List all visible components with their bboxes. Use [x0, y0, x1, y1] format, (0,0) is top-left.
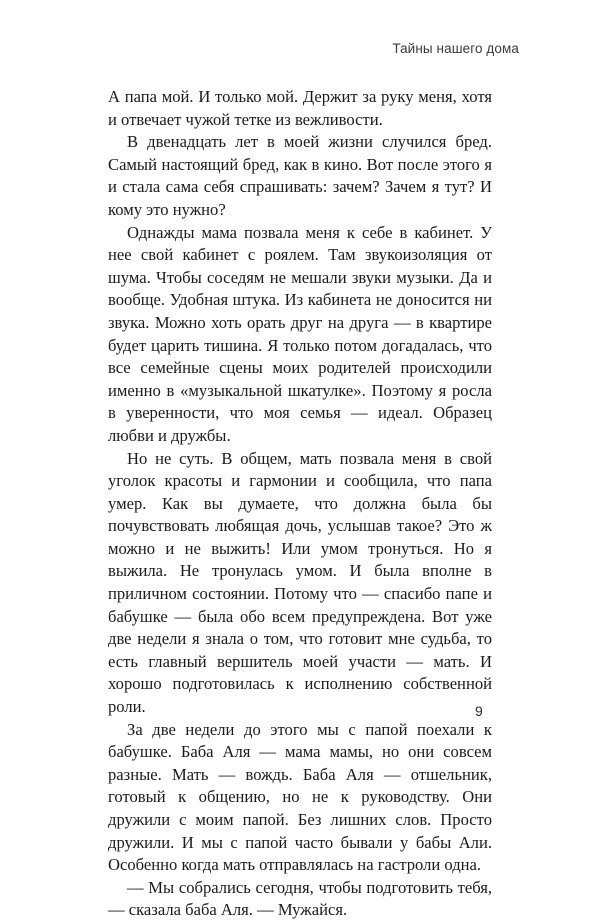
- paragraph-6: — Мы собрались сегодня, чтобы подготовить тебя, — сказала баба Аля. — Мужайся.: [108, 877, 492, 920]
- paragraph-5: За две недели до этого мы с папой поехали к бабушке. Баба Аля — мама мамы, но они совсем разные. Мать — вождь. Баба Аля — отшельник, готовый к общению, но не к руководству. Они дружили с моим папой. Без лишних слов. Просто дружили. И мы с папой часто бывали у бабы Али. Особенно когда мать отправлялась на гастроли одна.: [108, 719, 492, 875]
- paragraph-1: А папа мой. И только мой. Держит за руку меня, хотя и отвечает чужой тетке из вежливости.: [108, 87, 492, 129]
- running-header-title: Тайны нашего дома: [392, 41, 519, 56]
- page-number: 9: [475, 703, 483, 719]
- body-text: [108, 86, 492, 922]
- paragraph-3: Однажды мама позвала меня к себе в кабинет. У нее свой кабинет с роялем. Там звукоизоляция от шума. Чтобы соседям не мешали звуки музыки. Да и вообще. Удобная штука. Из кабинета не доносится ни звука. Можно хоть орать друг на друга — в квартире будет царить тишина. Я только потом догадалась, что все семейные сцены моих родителей происходили именно в «музыкальной шкатулке». Поэтому я росла в уверенности, что моя семья — идеал. Образец любви и дружбы.: [108, 222, 492, 445]
- paragraph-2: В двенадцать лет в моей жизни случился бред. Самый настоящий бред, как в кино. Вот после этого я и стала сама себя спрашивать: зачем? Зачем я тут? И кому это нужно?: [108, 132, 492, 219]
- paragraph-4: Но не суть. В общем, мать позвала меня в свой уголок красоты и гармонии и сообщила, что папа умер. Как вы думаете, что должна была бы почувствовать любящая дочь, услышав такое? Это ж можно и не выжить! Или умом тронуться. Но я выжила. Не тронулась умом. И была вполне в приличном состоянии. Потому что — спасибо папе и бабушке — была обо всем предупреждена. Вот уже две недели я знала о том, что готовит мне судьба, то есть главный вершитель моей участи — мать. И хорошо подготовилась к исполнению собственной роли.: [108, 448, 492, 717]
